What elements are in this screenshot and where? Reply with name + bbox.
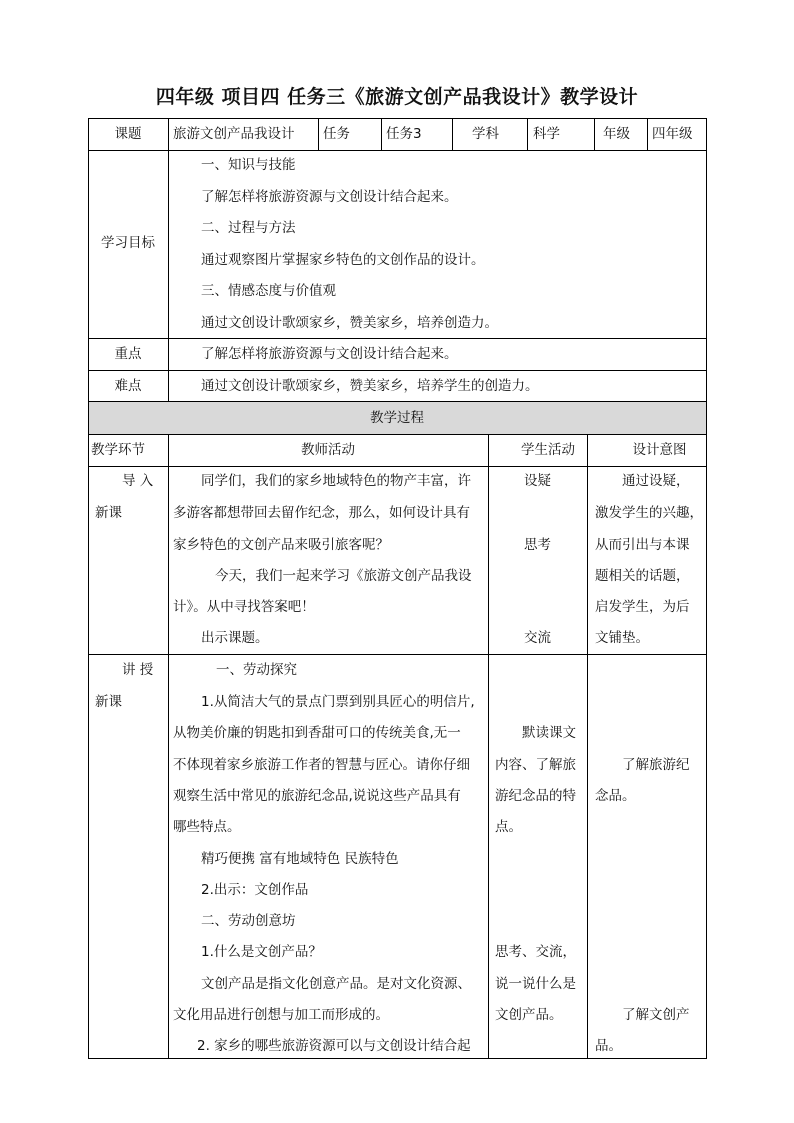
difficulty-value: 通过文创设计歌颂家乡，赞美家乡，培养学生的创造力。	[201, 378, 539, 394]
process-title: 教学过程	[370, 410, 424, 426]
objective-line: 了解怎样将旅游资源与文创设计结合起来。	[201, 189, 458, 205]
intent-line: 激发学生的兴趣，	[595, 505, 703, 521]
student-line: 内容、了解旅	[495, 757, 576, 773]
teacher-line: 2.出示：文创作品	[201, 882, 309, 898]
difficulty-label: 难点	[114, 378, 142, 394]
stage-label: 讲 授	[122, 662, 154, 678]
teacher-line: 观察生活中常见的旅游纪念品,说说这些产品具有	[173, 788, 461, 804]
teacher-line: 1.什么是文创产品？	[201, 944, 322, 960]
student-line: 点。	[495, 819, 522, 835]
intent-line: 了解旅游纪	[622, 757, 690, 773]
objective-line: 三、情感态度与价值观	[201, 283, 336, 299]
intent-line: 品。	[595, 1038, 622, 1054]
grade-label: 年级	[603, 126, 630, 142]
teacher-line: 文创产品是指文化创意产品。是对文化资源、	[201, 976, 471, 992]
objectives-label: 学习目标	[101, 235, 155, 251]
subject-value: 科学	[533, 126, 560, 142]
teacher-line: 一、劳动探究	[216, 662, 297, 678]
column-header-student: 学生活动	[521, 442, 575, 458]
key-point-value: 了解怎样将旅游资源与文创设计结合起来。	[201, 346, 458, 362]
teacher-line: 哪些特点。	[173, 819, 241, 835]
teacher-line: 1.从简洁大气的景点门票到别具匠心的明信片,	[201, 694, 475, 710]
intent-line: 通过设疑，	[622, 473, 690, 489]
teacher-line: 2. 家乡的哪些旅游资源可以与文创设计结合起	[197, 1038, 471, 1054]
teacher-line: 同学们，我们的家乡地域特色的物产丰富，许	[201, 473, 471, 489]
intent-line: 题相关的话题，	[595, 568, 690, 584]
teacher-line: 不体现着家乡旅游工作者的智慧与匠心。请你仔细	[173, 757, 470, 773]
grade-value: 四年级	[652, 126, 693, 142]
student-line: 设疑	[524, 473, 551, 489]
teacher-line: 文化用品进行创想与加工而形成的。	[173, 1007, 389, 1023]
objective-line: 通过观察图片掌握家乡特色的文创作品的设计。	[201, 252, 485, 268]
student-line: 说一说什么是	[495, 976, 576, 992]
teacher-line: 从物美价廉的钥匙扣到香甜可口的传统美食,无一	[173, 725, 461, 741]
stage-label: 新课	[95, 505, 122, 521]
teacher-line: 家乡特色的文创产品来吸引旅客呢？	[173, 537, 389, 553]
teacher-line: 精巧便携 富有地域特色 民族特色	[201, 851, 399, 867]
page-title: 四年级 项目四 任务三《旅游文创产品我设计》教学设计	[155, 86, 639, 108]
stage-label: 导 入	[122, 473, 154, 489]
objective-line: 二、过程与方法	[201, 220, 296, 236]
stage-label: 新课	[95, 694, 122, 710]
teacher-line: 计》。从中寻找答案吧！	[173, 599, 315, 615]
intent-line: 文铺垫。	[595, 630, 649, 646]
intent-line: 启发学生，为后	[595, 599, 690, 615]
teacher-line: 二、劳动创意坊	[201, 913, 296, 929]
objective-line: 一、知识与技能	[201, 157, 296, 173]
key-point-label: 重点	[114, 346, 142, 362]
column-header-stage: 教学环节	[91, 442, 145, 458]
task-label: 任务	[323, 126, 350, 142]
student-line: 思考	[524, 537, 551, 553]
objective-line: 通过文创设计歌颂家乡，赞美家乡，培养创造力。	[201, 315, 498, 331]
student-line: 游纪念品的特	[495, 788, 576, 804]
student-line: 默读课文	[522, 725, 576, 741]
course-value: 旅游文创产品我设计	[173, 126, 295, 142]
task-value: 任务3	[386, 126, 422, 142]
intent-line: 从而引出与本课	[595, 537, 690, 553]
student-line: 文创产品。	[495, 1007, 563, 1023]
column-header-intent: 设计意图	[632, 442, 687, 458]
intent-line: 念品。	[595, 788, 636, 804]
intent-line: 了解文创产	[622, 1007, 690, 1023]
course-label: 课题	[114, 126, 142, 142]
student-line: 思考、交流，	[495, 944, 576, 960]
student-line: 交流	[524, 630, 551, 646]
teacher-line: 多游客都想带回去留作纪念，那么，如何设计具有	[173, 505, 470, 521]
teacher-line: 出示课题。	[201, 630, 269, 646]
column-header-teacher: 教师活动	[301, 442, 355, 458]
teacher-line: 今天，我们一起来学习《旅游文创产品我设	[215, 568, 472, 584]
subject-label: 学科	[472, 126, 499, 142]
